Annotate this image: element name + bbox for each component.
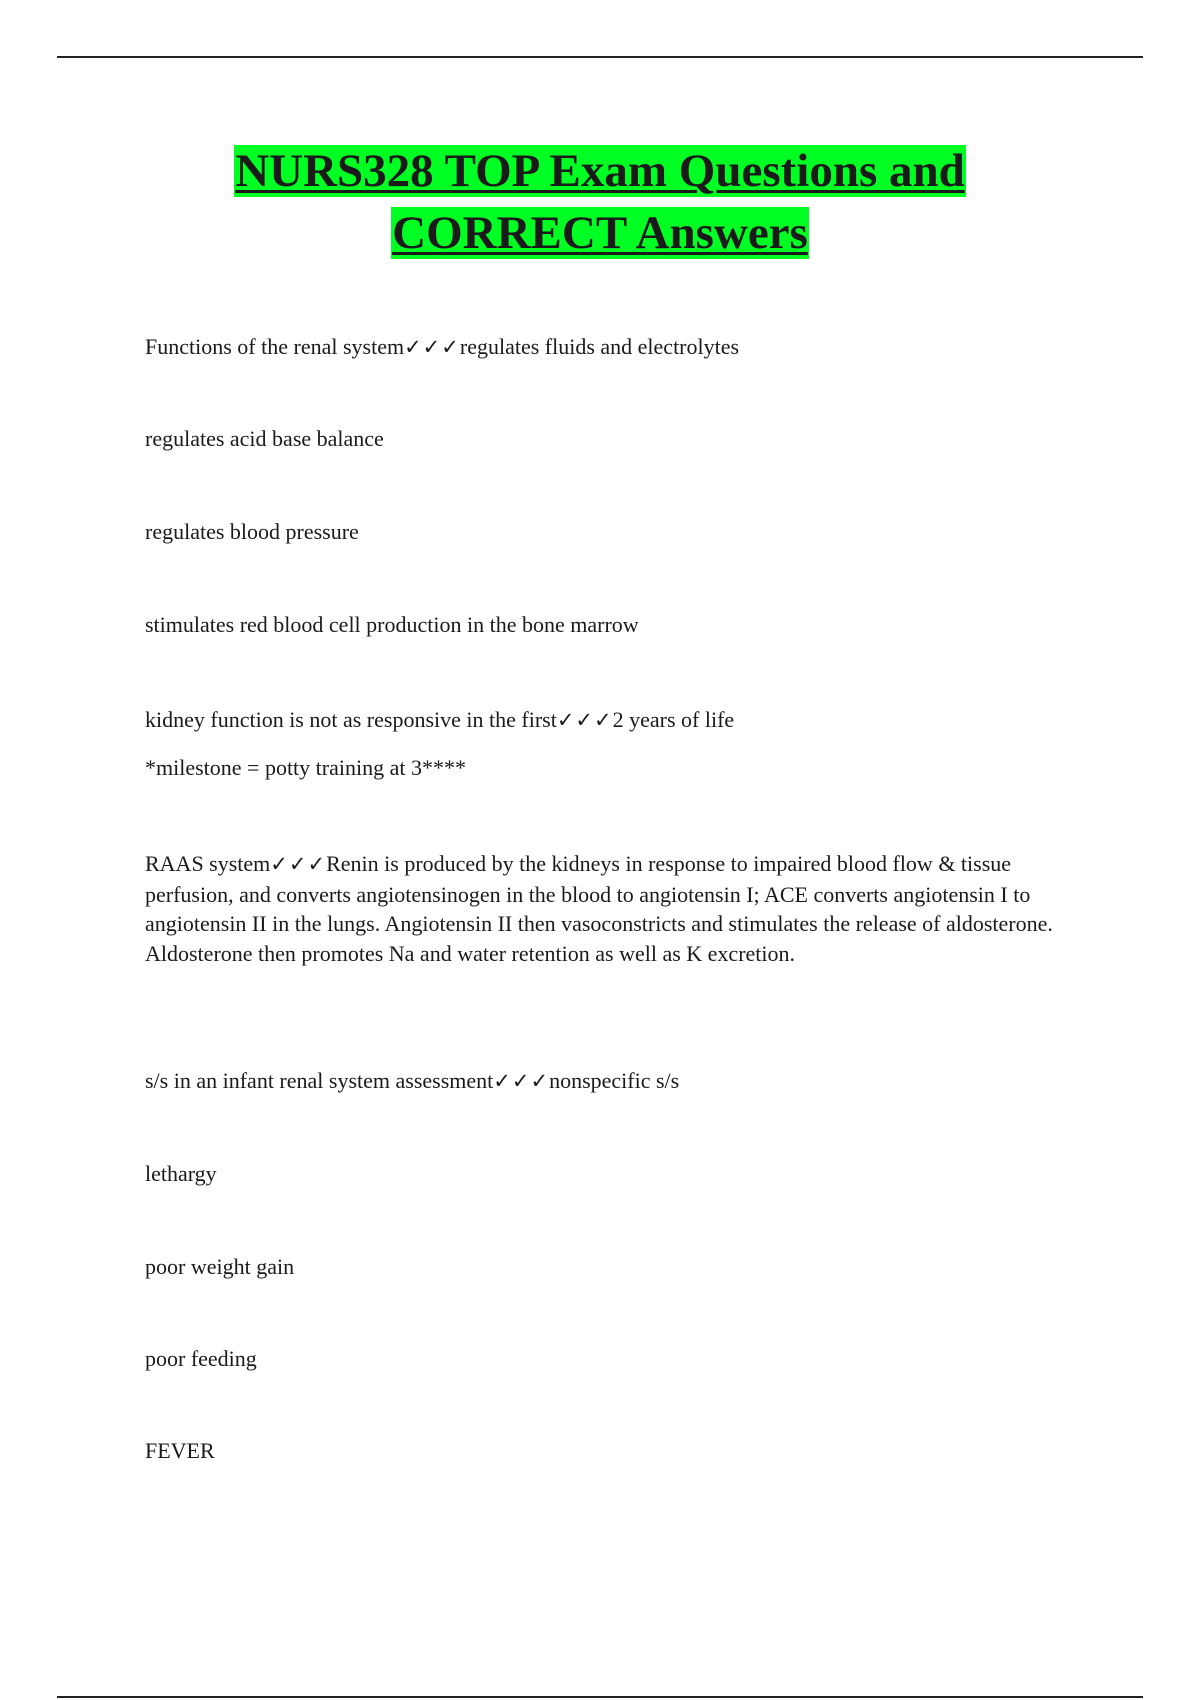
check-mark-icon: ✓✓✓ xyxy=(556,708,613,732)
list-item: poor feeding xyxy=(145,1346,257,1371)
list-item: FEVER xyxy=(145,1438,215,1463)
title-line-1: NURS328 TOP Exam Questions and xyxy=(235,145,965,197)
check-mark-icon: ✓✓✓ xyxy=(270,852,327,876)
answer-text: nonspecific s/s xyxy=(549,1068,680,1093)
check-mark-icon: ✓✓✓ xyxy=(493,1069,550,1093)
check-mark-icon: ✓✓✓ xyxy=(404,335,460,359)
qa-kidney-function xyxy=(145,705,734,735)
question-text: s/s in an infant renal system assessment xyxy=(145,1068,494,1093)
list-item: regulates blood pressure xyxy=(145,519,359,544)
document-title xyxy=(0,140,1200,264)
question-text: RAAS system xyxy=(145,851,271,876)
list-item: poor weight gain xyxy=(145,1254,295,1279)
list-item: lethargy xyxy=(145,1161,217,1186)
question-text: kidney function is not as responsive in the first xyxy=(145,707,557,732)
answer-text: Renin is produced by the kidneys in response to impaired blood flow & tissue perfusion, and converts angiotensinogen in the blood to angiotensin I; ACE converts angiotensin I to angiotensin II in the lungs. Angiotensin II then vasoconstricts and stimulates the release of aldosterone. Aldosterone then promotes Na and water retention as well as K excretion. xyxy=(145,851,1053,966)
answer-text: 2 years of life xyxy=(612,707,735,732)
qa-raas-system xyxy=(145,849,1060,968)
list-item: regulates acid base balance xyxy=(145,426,384,451)
milestone-note: *milestone = potty training at 3**** xyxy=(145,755,466,780)
qa-renal-functions xyxy=(145,332,739,362)
title-line-2: CORRECT Answers xyxy=(392,207,808,259)
list-item: stimulates red blood cell production in the bone marrow xyxy=(145,612,639,637)
question-text: Functions of the renal system xyxy=(145,334,405,359)
answer-text: regulates fluids and electrolytes xyxy=(459,334,740,359)
footer-rule xyxy=(57,1696,1143,1698)
header-rule xyxy=(57,56,1143,58)
qa-infant-assessment xyxy=(145,1066,679,1096)
